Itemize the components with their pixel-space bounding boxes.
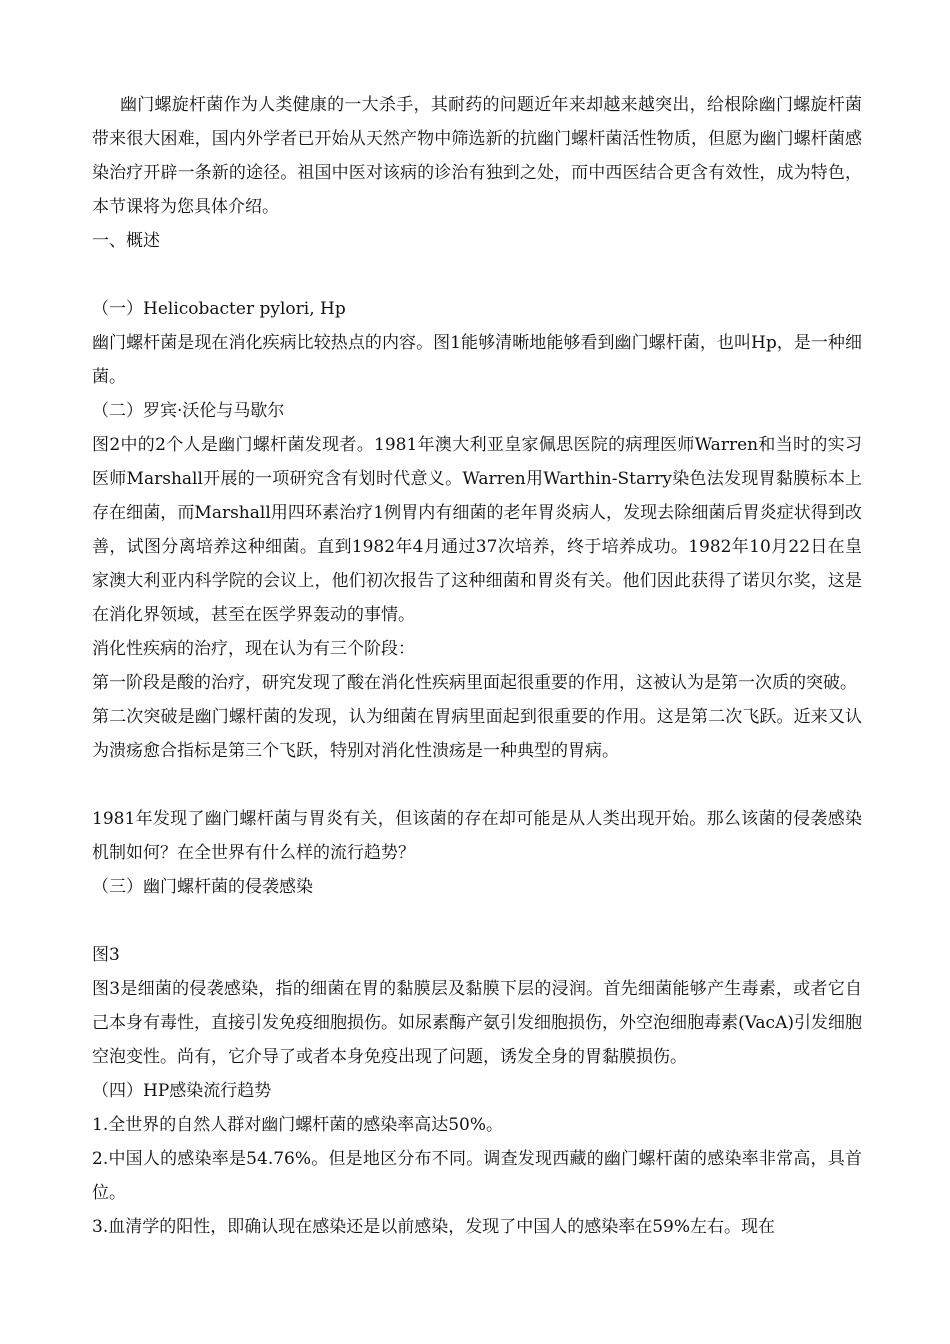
list-item-china-rate: 2.中国人的感染率是54.76%。但是地区分布不同。调查发现西藏的幽门螺杆菌的感染率非常高，具首位。 [92,1149,862,1203]
blank-line [92,904,862,938]
paragraph-treatment-stages-intro: 消化性疾病的治疗，现在认为有三个阶段： [92,639,415,659]
paragraph-invasion-mechanism: 图3是细菌的侵袭感染，指的细菌在胃的黏膜层及黏膜下层的浸润。首先细菌能够产生毒素，或者它自己本身有毒性，直接引发免疫细胞损伤。如尿素酶产氨引发细胞损伤，外空泡细胞毒素(VacA)引发细胞空泡变性。尚有，它介导了或者本身免疫出现了问题，诱发全身的胃黏膜损伤。 [92,979,862,1067]
paragraph-stage-two: 第二次突破是幽门螺杆菌的发现，认为细菌在胃病里面起到很重要的作用。这是第二次飞跃。近来又认为溃疡愈合指标是第三个飞跃，特别对消化性溃疡是一种典型的胃病。 [92,707,862,761]
subsection-heading-discoverers: （二）罗宾·沃伦与马歇尔 [92,401,285,421]
document-body [92,88,862,1244]
intro-paragraph: 幽门螺旋杆菌作为人类健康的一大杀手，其耐药的问题近年来却越来越突出，给根除幽门螺旋杆菌带来很大困难，国内外学者已开始从天然产物中筛选新的抗幽门螺杆菌活性物质，但愿为幽门螺杆菌感染治疗开辟一条新的途径。祖国中医对该病的诊治有独到之处，而中西医结合更含有效性，成为特色，本节课将为您具体介绍。 [92,95,862,217]
section-heading-overview: 一、概述 [92,231,160,251]
paragraph-discovery-history: 图2中的2个人是幽门螺杆菌发现者。1981年澳大利亚皇家佩思医院的病理医师Warren和当时的实习医师Marshall开展的一项研究含有划时代意义。Warren用Warthin-Starry染色法发现胃黏膜标本上存在细菌，而Marshall用四环素治疗1例胃内有细菌的老年胃炎病人，发现去除细菌后胃炎症状得到改善，试图分离培养这种细菌。直到1982年4月通过37次培养，终于培养成功。1982年10月22日在皇家澳大利亚内科学院的会议上，他们初次报告了这种细菌和胃炎有关。他们因此获得了诺贝尔奖，这是在消化界领域，甚至在医学界轰动的事情。 [92,435,862,625]
subsection-heading-hp: （一）Helicobacter pylori, Hp [92,299,346,319]
paragraph-stage-one: 第一阶段是酸的治疗，研究发现了酸在消化性疾病里面起很重要的作用，这被认为是第一次质的突破。 [92,673,857,693]
subsection-heading-epidemiology: （四）HP感染流行趋势 [92,1081,272,1101]
list-item-world-rate: 1.全世界的自然人群对幽门螺杆菌的感染率高达50%。 [92,1115,504,1135]
blank-line [92,768,862,802]
paragraph-hp-intro: 幽门螺杆菌是现在消化疾病比较热点的内容。图1能够清晰地能够看到幽门螺杆菌，也叫Hp，是一种细菌。 [92,333,862,387]
blank-line [92,258,862,292]
figure-label: 图3 [92,945,120,965]
subsection-heading-invasion: （三）幽门螺杆菌的侵袭感染 [92,877,313,897]
list-item-serology: 3.血清学的阳性，即确认现在感染还是以前感染，发现了中国人的感染率在59%左右。现在 [92,1217,776,1237]
paragraph-question: 1981年发现了幽门螺杆菌与胃炎有关，但该菌的存在却可能是从人类出现开始。那么该菌的侵袭感染机制如何？在全世界有什么样的流行趋势？ [92,809,862,863]
